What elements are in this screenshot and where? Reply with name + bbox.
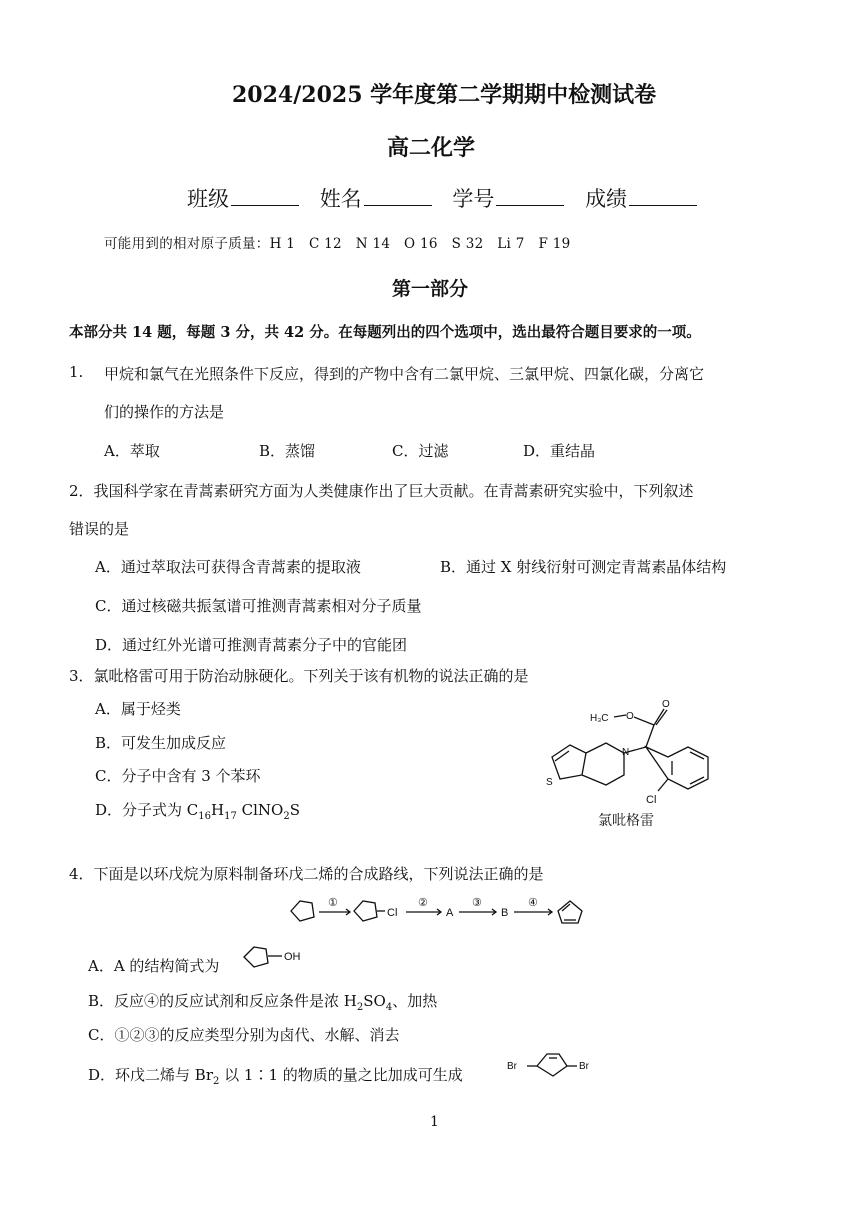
sulfur-label: S [546, 777, 553, 788]
structure-caption: 氯吡格雷 [598, 813, 654, 829]
name-label: 姓名 [319, 187, 362, 211]
page-number: 1 [430, 1114, 439, 1130]
q2-text-line1: 2．我国科学家在青蒿素研究方面为人类健康作出了巨大贡献。在青蒿素研究实验中，下列叙述 [69, 482, 694, 500]
exam-subject: 高二化学 [387, 135, 476, 161]
score-label: 成绩 [585, 187, 628, 211]
q4-d-suffix: 以 1∶1 的物质的量之比加成可生成 [219, 1066, 463, 1084]
q3-d-s: S [289, 801, 300, 819]
class-blank [231, 185, 299, 206]
student-id-label: 学号 [452, 187, 495, 211]
dibromocyclopentene-structure [505, 1048, 600, 1080]
q2-option-a[interactable]: A．通过萃取法可获得含青蒿素的提取液 [95, 558, 361, 576]
q3-option-c[interactable]: C．分子中含有 3 个苯环 [95, 767, 261, 785]
exam-title: 2024/2025 学年度第二学期期中检测试卷 [232, 82, 657, 108]
q3-d-sub3: 2 [283, 811, 290, 822]
q3-d-sub1: 16 [198, 811, 212, 822]
q4-d-sub: 2 [213, 1076, 220, 1087]
q3-text: 3．氯吡格雷可用于防治动脉硬化。下列关于该有机物的说法正确的是 [69, 667, 529, 685]
q4-text: 4．下面是以环戊烷为原料制备环戊二烯的合成路线，下列说法正确的是 [69, 865, 544, 883]
q3-option-d[interactable] [95, 799, 300, 822]
q4-b-mid: SO [363, 992, 386, 1010]
q4-b-sub2: 4 [385, 1002, 393, 1013]
route-step3: ③ [472, 897, 482, 909]
ester-o-label: O [626, 711, 634, 722]
q2-option-d[interactable]: D．通过红外光谱可推测青蒿素分子中的官能团 [95, 636, 408, 654]
hydroxyl-label: OH [284, 951, 301, 963]
chlorine-label: Cl [646, 794, 657, 806]
synthesis-route [286, 893, 596, 929]
q4-a-text: A．A 的结构简式为 [88, 957, 220, 975]
q4-d-prefix: D．环戊二烯与 Br [88, 1066, 213, 1084]
route-a: A [446, 907, 454, 919]
nitrogen-label: N [622, 747, 630, 758]
carbonyl-o-label: O [662, 699, 670, 710]
route-step1: ① [328, 897, 338, 909]
q3-option-a[interactable]: A．属于烃类 [95, 700, 181, 718]
bromine-left-label: Br [507, 1061, 517, 1072]
class-label: 班级 [187, 187, 229, 211]
q3-d-cl: ClNO [236, 801, 284, 819]
q4-option-d[interactable] [88, 1064, 463, 1087]
section-instructions: 本部分共 14 题，每题 3 分，共 42 分。在每题列出的四个选项中，选出最符合题目要求的一项。 [69, 324, 701, 341]
q1-option-c[interactable]: C．过滤 [392, 442, 449, 460]
q4-b-prefix: B．反应④的反应试剂和反应条件是浓 H [88, 992, 357, 1010]
atomic-masses: 可能用到的相对原子质量：H 1 C 12 N 14 O 16 S 32 Li 7 F 19 [104, 236, 571, 252]
q3-d-sub2: 17 [224, 811, 237, 822]
name-blank [364, 185, 432, 206]
q3-d-h: H [211, 801, 225, 819]
q1-number: 1. [69, 363, 84, 381]
q1-option-d[interactable]: D．重结晶 [523, 442, 596, 460]
q2-option-c[interactable]: C．通过核磁共振氢谱可推测青蒿素相对分子质量 [95, 597, 422, 615]
student-id-blank [496, 185, 564, 206]
student-info-fields [187, 183, 711, 213]
q1-option-a[interactable]: A．萃取 [104, 442, 160, 460]
q4-b-sub1: 2 [356, 1002, 364, 1013]
q4-option-a[interactable] [88, 955, 219, 976]
section-title: 第一部分 [392, 278, 469, 300]
q1-text-line1: 甲烷和氯气在光照条件下反应，得到的产物中含有二氯甲烷、三氯甲烷、四氯化碳，分离它 [104, 365, 705, 383]
q4-b-suffix: 、加热 [392, 992, 438, 1010]
q2-text-line2: 错误的是 [69, 520, 130, 538]
cyclopentanol-structure [240, 943, 310, 973]
q4-option-c[interactable]: C．①②③的反应类型分别为卤代、水解、消去 [88, 1026, 400, 1044]
route-b: B [501, 907, 509, 919]
route-step2: ② [418, 897, 428, 909]
q1-option-b[interactable]: B．蒸馏 [259, 442, 316, 460]
methyl-label: H₃C [590, 713, 609, 724]
bromine-right-label: Br [579, 1061, 589, 1072]
q1-text-line2: 们的操作的方法是 [104, 403, 225, 421]
score-blank [629, 185, 697, 206]
q3-option-b[interactable]: B．可发生加成反应 [95, 734, 227, 752]
route-step4: ④ [528, 897, 538, 909]
q4-option-b[interactable] [88, 990, 437, 1013]
route-cl: Cl [387, 907, 398, 919]
q2-option-b[interactable]: B．通过 X 射线衍射可测定青蒿素晶体结构 [440, 558, 727, 576]
q3-d-prefix: D．分子式为 C [95, 801, 199, 819]
